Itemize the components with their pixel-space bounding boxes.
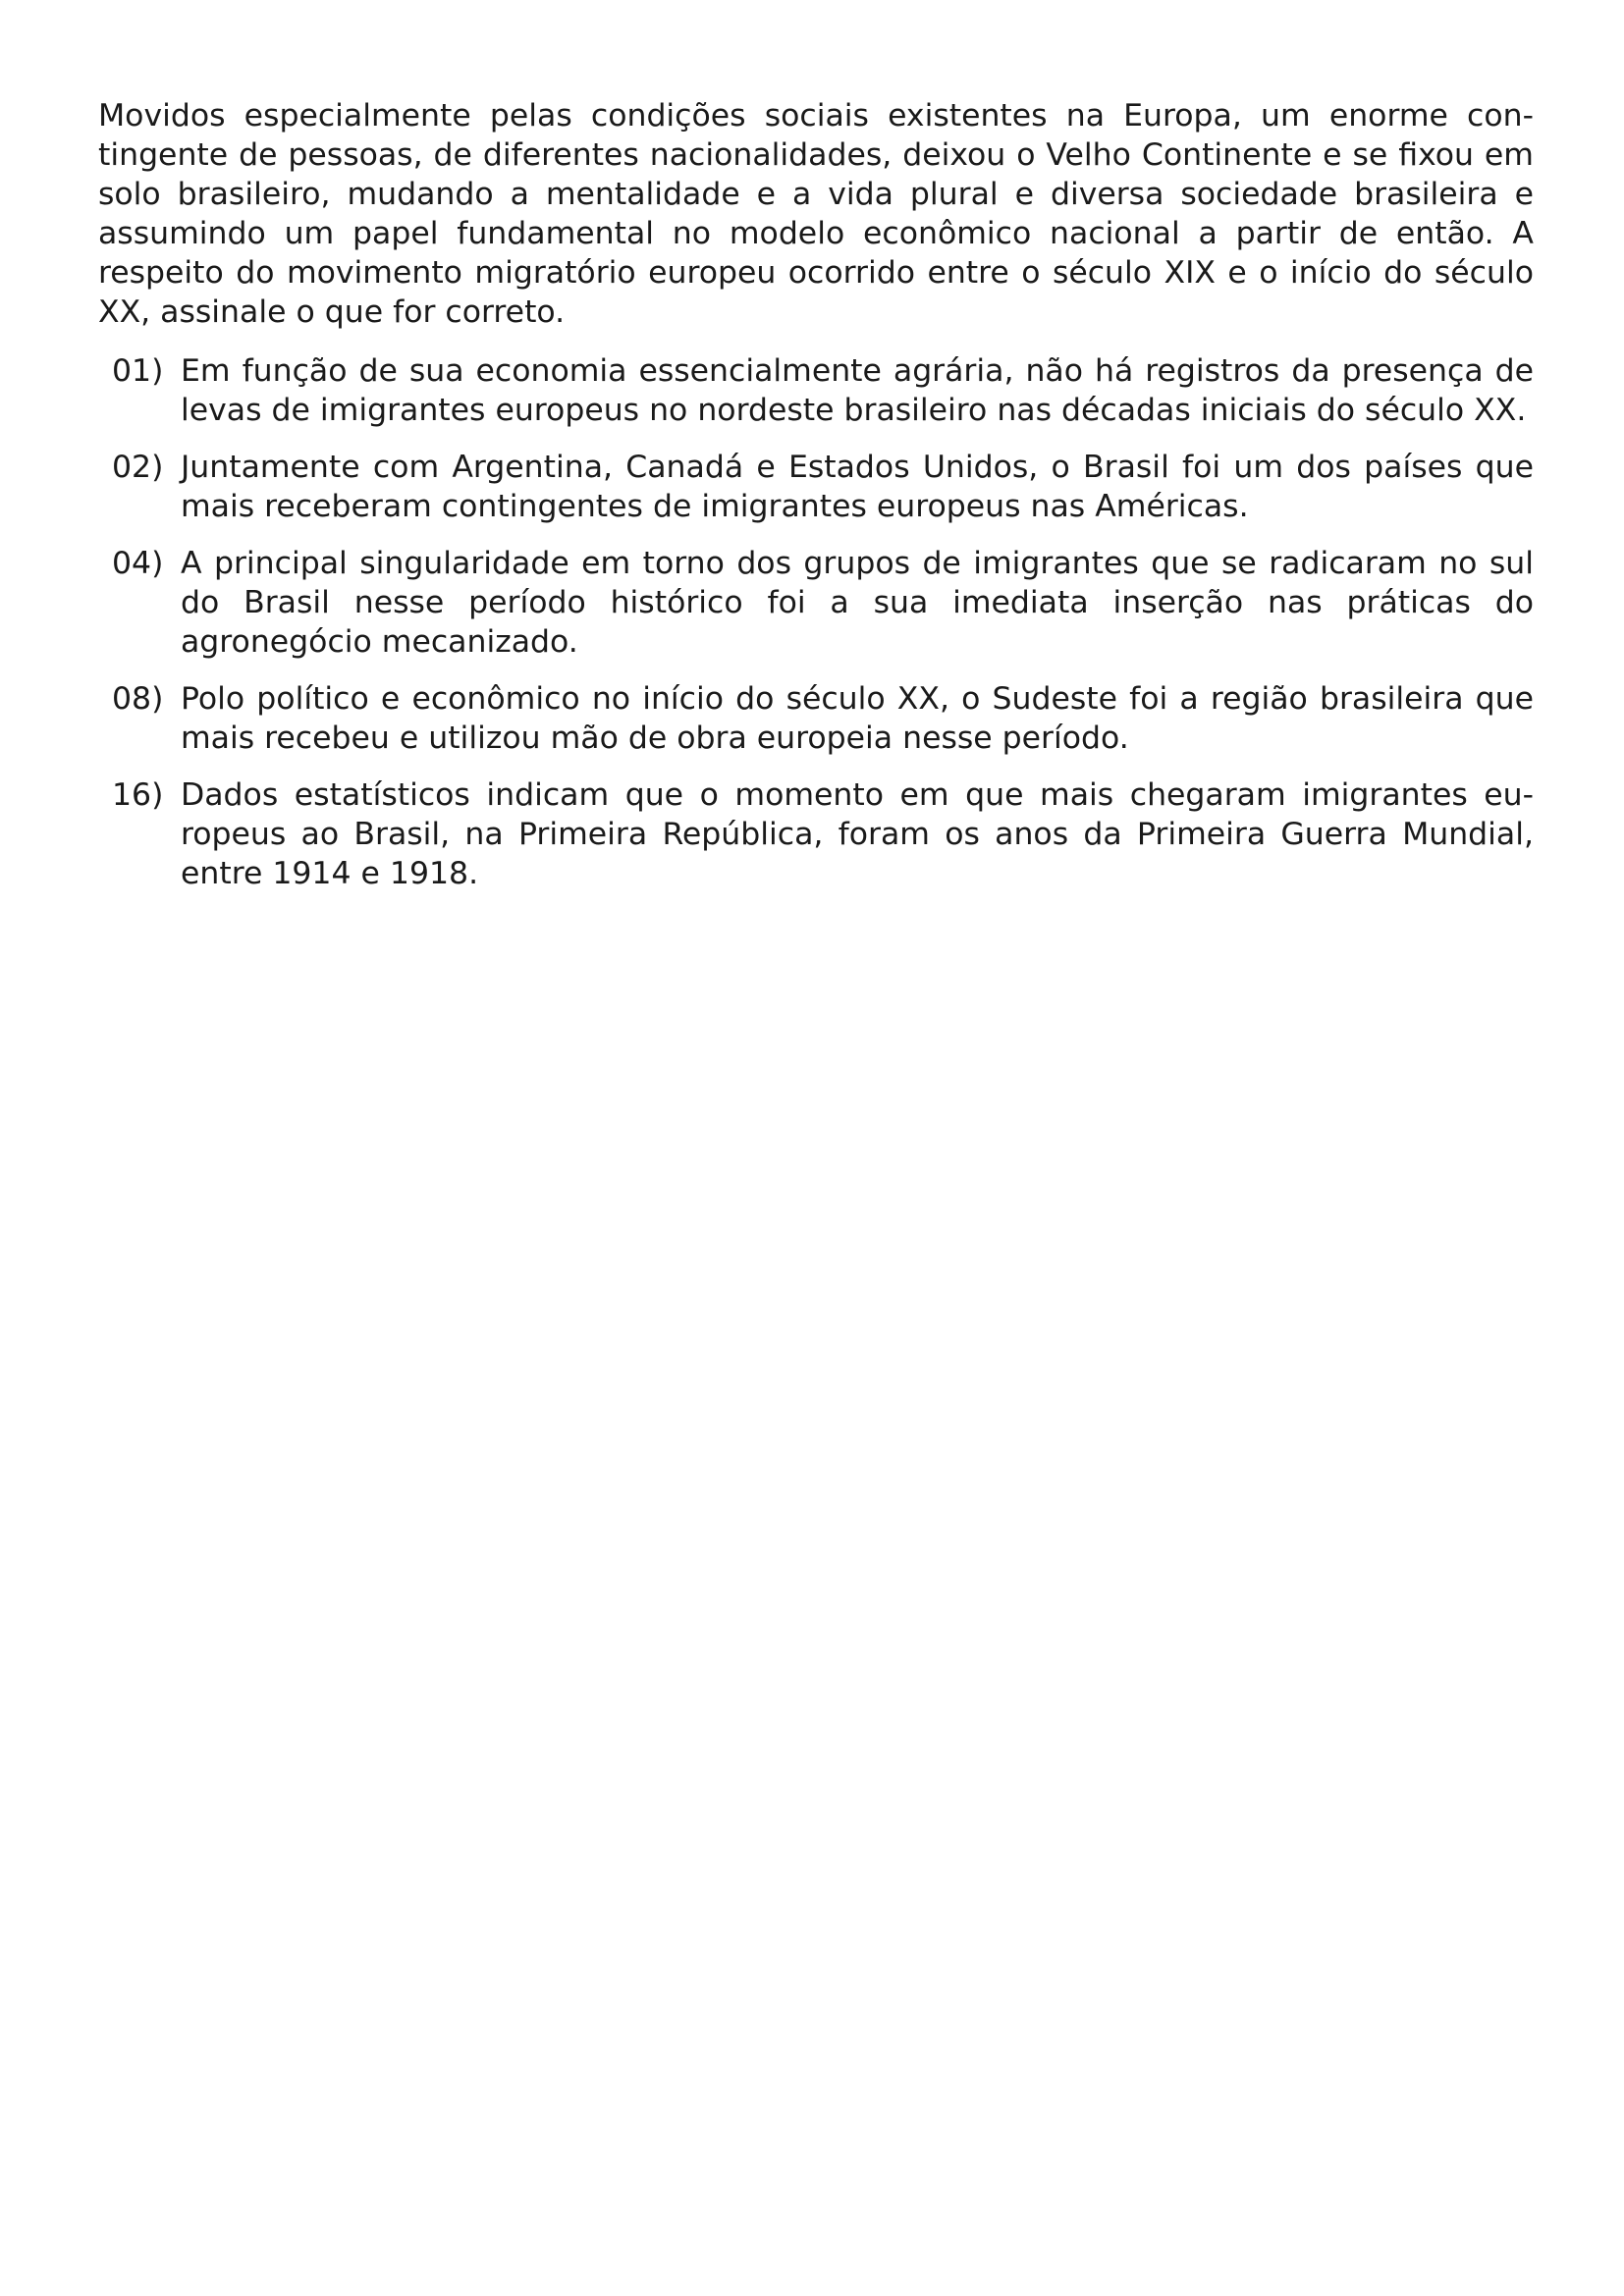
option-number: 08) (112, 681, 164, 717)
option-text: Juntamente com Argentina, Canadá e Estados Unidos, o Brasil foi um dos países que mais receberam contingentes de imigrantes europeus nas Américas. (181, 450, 1534, 524)
answer-option-16 (98, 775, 1534, 893)
option-text: Em função de sua economia essencialmente agrária, não há registros da presença de levas de imigrantes europeus no nordeste brasileiro nas décadas iniciais do século XX. (181, 353, 1534, 428)
option-number: 02) (112, 450, 164, 485)
answer-option-02 (98, 448, 1534, 526)
option-number: 16) (112, 777, 164, 813)
question-statement: Movidos especialmente pelas condições sociais existentes na Europa, um enorme contingente de pessoas, de diferentes nacionalidades, deixou o Velho Continente e se fixou em solo brasileiro, mudando a mentalidade e a vida plural e diversa sociedade brasileira e assumindo um papel fundamental no modelo econômico nacional a partir de então. A respeito do movimento migratório europeu ocorrido entre o século XIX e o início do século XX, assinale o que for correto. (98, 98, 1534, 330)
answer-option-08 (98, 679, 1534, 758)
answer-option-01 (98, 351, 1534, 430)
answer-option-04 (98, 544, 1534, 662)
option-text: Dados estatísticos indicam que o momento em que mais chegaram imigrantes europeus ao Brasil, na Primeira República, foram os anos da Primeira Guerra Mundial, entre 1914 e 1918. (181, 777, 1534, 891)
option-text: Polo político e econômico no início do século XX, o Sudeste foi a região brasileira que mais recebeu e utilizou mão de obra europeia nesse período. (181, 681, 1534, 756)
option-text: A principal singularidade em torno dos grupos de imigrantes que se radicaram no sul do Brasil nesse período histórico foi a sua imediata inserção nas práticas do agronegócio mecanizado. (181, 546, 1534, 660)
option-number: 01) (112, 353, 164, 389)
answer-options-list (98, 351, 1534, 893)
question-block (98, 96, 1534, 911)
option-number: 04) (112, 546, 164, 581)
